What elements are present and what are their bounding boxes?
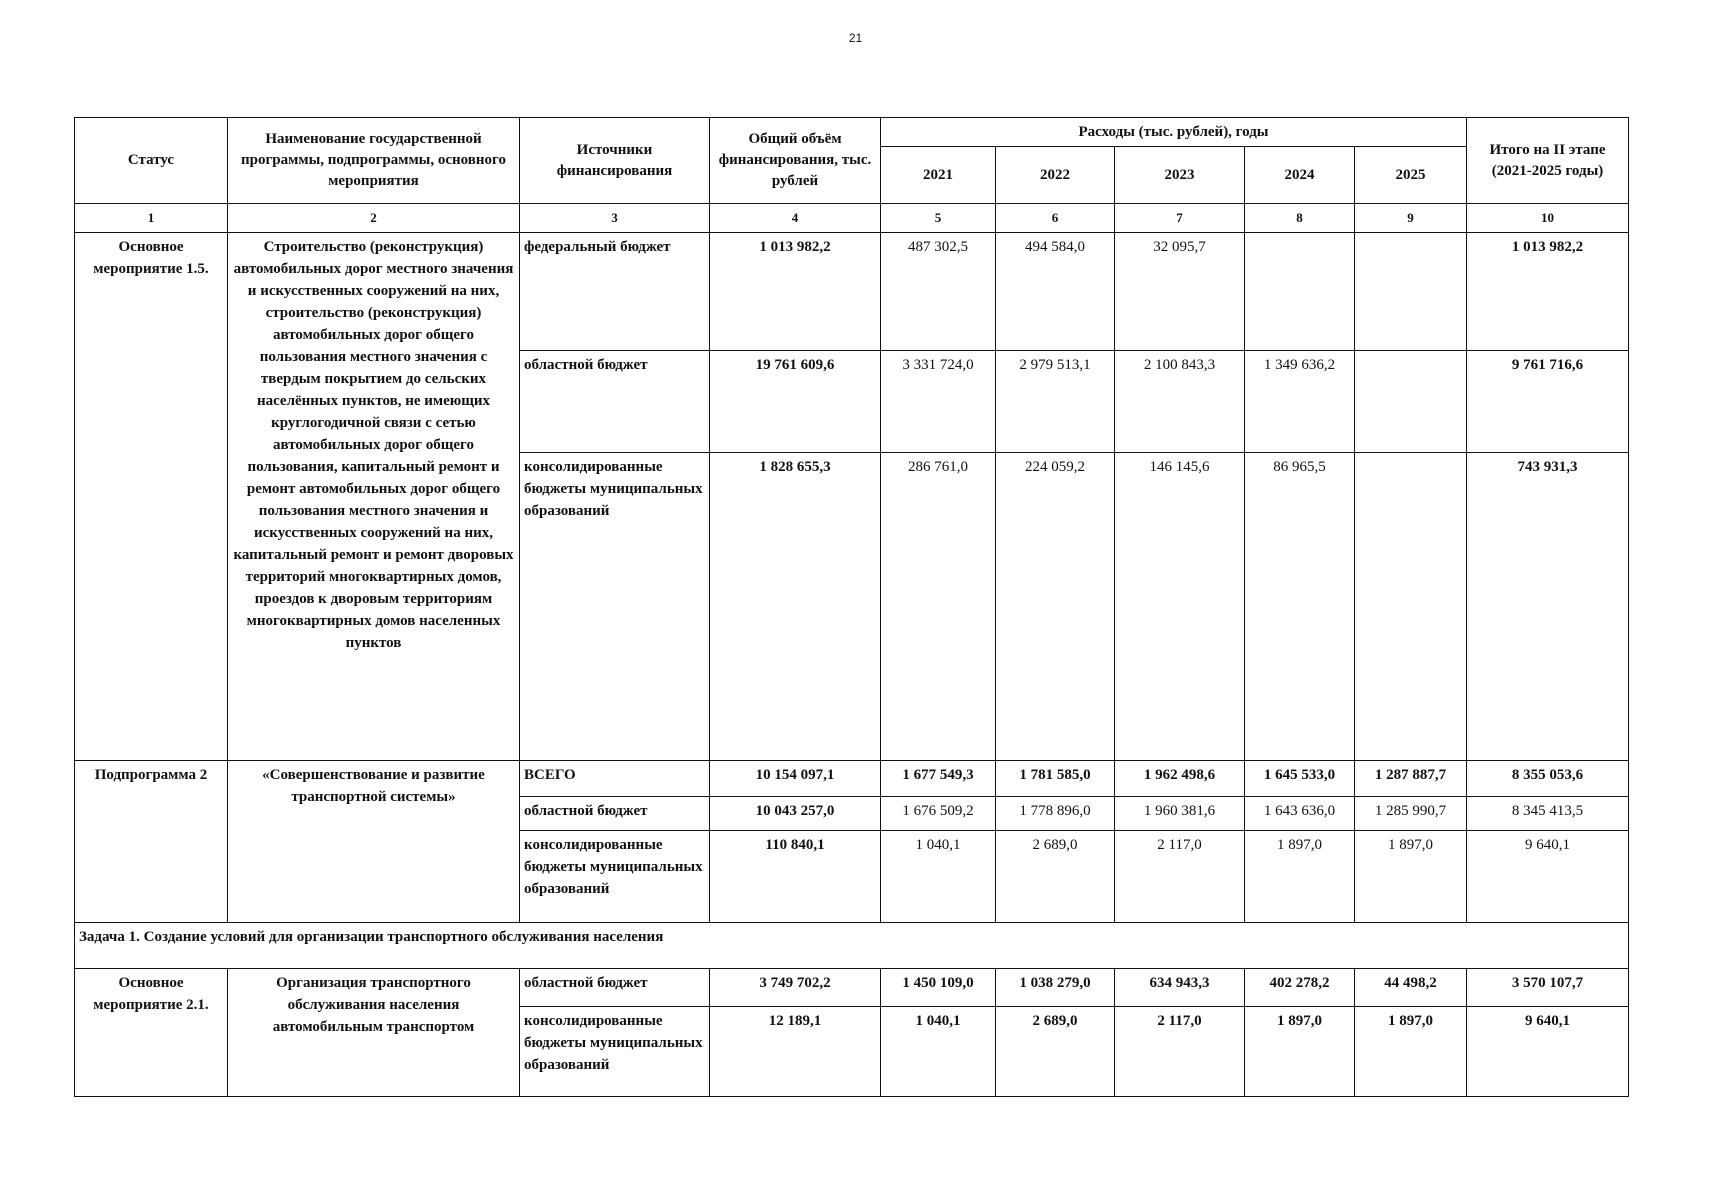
row-value-2024: 86 965,5 <box>1245 453 1355 761</box>
row-value-2025: 44 498,2 <box>1355 969 1467 1007</box>
row-source: областной бюджет <box>520 797 710 831</box>
row-value-2021: 487 302,5 <box>881 233 996 351</box>
row-value-2021: 1 676 509,2 <box>881 797 996 831</box>
header-total: Общий объём финансирования, тыс. рублей <box>710 118 881 204</box>
row-value-2022: 494 584,0 <box>996 233 1115 351</box>
row-stage-total: 8 355 053,6 <box>1467 761 1629 797</box>
row-value-2023: 1 960 381,6 <box>1115 797 1245 831</box>
row-status: Основное мероприятие 2.1. <box>75 969 228 1097</box>
table-row <box>75 233 1629 351</box>
row-name: «Совершенствование и развитие транспортной системы» <box>228 761 520 923</box>
table-row <box>75 923 1629 969</box>
row-value-2021: 1 040,1 <box>881 1007 996 1097</box>
column-number-row <box>75 204 1629 233</box>
row-value-2023: 634 943,3 <box>1115 969 1245 1007</box>
row-source: ВСЕГО <box>520 761 710 797</box>
row-total: 19 761 609,6 <box>710 351 881 453</box>
header-year-2021: 2021 <box>881 147 996 204</box>
row-value-2024: 1 643 636,0 <box>1245 797 1355 831</box>
column-number: 8 <box>1245 204 1355 233</box>
page-number: 21 <box>848 31 863 45</box>
column-number: 6 <box>996 204 1115 233</box>
row-total: 12 189,1 <box>710 1007 881 1097</box>
row-source: консолидированные бюджеты муниципальных образований <box>520 453 710 761</box>
row-value-2022: 2 689,0 <box>996 831 1115 923</box>
row-stage-total: 9 640,1 <box>1467 1007 1629 1097</box>
task-heading: Задача 1. Создание условий для организации транспортного обслуживания населения <box>75 923 1629 969</box>
row-source: областной бюджет <box>520 969 710 1007</box>
row-total: 3 749 702,2 <box>710 969 881 1007</box>
row-value-2025: 1 287 887,7 <box>1355 761 1467 797</box>
row-status: Основное мероприятие 1.5. <box>75 233 228 761</box>
row-source: областной бюджет <box>520 351 710 453</box>
header-stage-total: Итого на II этапе (2021-2025 годы) <box>1467 118 1629 204</box>
header-name: Наименование государственной программы, подпрограммы, основного мероприятия <box>228 118 520 204</box>
row-total: 10 043 257,0 <box>710 797 881 831</box>
row-source: федеральный бюджет <box>520 233 710 351</box>
financing-table <box>74 117 1629 1097</box>
row-value-2024: 1 897,0 <box>1245 1007 1355 1097</box>
row-value-2025 <box>1355 351 1467 453</box>
row-value-2025: 1 897,0 <box>1355 831 1467 923</box>
row-value-2021: 3 331 724,0 <box>881 351 996 453</box>
row-value-2023: 2 100 843,3 <box>1115 351 1245 453</box>
row-value-2023: 2 117,0 <box>1115 1007 1245 1097</box>
row-value-2022: 2 979 513,1 <box>996 351 1115 453</box>
row-value-2023: 2 117,0 <box>1115 831 1245 923</box>
column-number: 1 <box>75 204 228 233</box>
row-stage-total: 1 013 982,2 <box>1467 233 1629 351</box>
column-number: 2 <box>228 204 520 233</box>
row-value-2022: 1 781 585,0 <box>996 761 1115 797</box>
column-number: 4 <box>710 204 881 233</box>
row-stage-total: 743 931,3 <box>1467 453 1629 761</box>
row-value-2021: 1 040,1 <box>881 831 996 923</box>
row-value-2025 <box>1355 453 1467 761</box>
header-year-2025: 2025 <box>1355 147 1467 204</box>
row-value-2023: 146 145,6 <box>1115 453 1245 761</box>
row-value-2025 <box>1355 233 1467 351</box>
row-status: Подпрограмма 2 <box>75 761 228 923</box>
row-total: 1 013 982,2 <box>710 233 881 351</box>
row-value-2024 <box>1245 233 1355 351</box>
row-value-2025: 1 285 990,7 <box>1355 797 1467 831</box>
row-value-2025: 1 897,0 <box>1355 1007 1467 1097</box>
header-sources: Источники финансирования <box>520 118 710 204</box>
row-stage-total: 9 761 716,6 <box>1467 351 1629 453</box>
row-value-2024: 402 278,2 <box>1245 969 1355 1007</box>
table-row <box>75 761 1629 797</box>
row-value-2024: 1 645 533,0 <box>1245 761 1355 797</box>
header-status: Статус <box>75 118 228 204</box>
row-source: консолидированные бюджеты муниципальных образований <box>520 1007 710 1097</box>
row-value-2023: 1 962 498,6 <box>1115 761 1245 797</box>
row-name: Организация транспортного обслуживания населения автомобильным транспортом <box>228 969 520 1097</box>
column-number: 3 <box>520 204 710 233</box>
row-value-2024: 1 897,0 <box>1245 831 1355 923</box>
column-number: 9 <box>1355 204 1467 233</box>
row-value-2022: 224 059,2 <box>996 453 1115 761</box>
row-value-2021: 1 450 109,0 <box>881 969 996 1007</box>
row-value-2022: 1 778 896,0 <box>996 797 1115 831</box>
row-name: Строительство (реконструкция) автомобильных дорог местного значения и искусственных сооружений на них, строительство (реконструкция) автомобильных дорог общего пользования местного значения с твердым покрытием до сельских населённых пунктов, не имеющих круглогодичной связи с сетью автомобильных дорог общего пользования, капитальный ремонт и ремонт автомобильных дорог общего пользования местного значения и искусственных сооружений на них, капитальный ремонт и ремонт дворовых территорий многоквартирных домов, проездов к дворовым территориям многоквартирных домов населенных пунктов <box>228 233 520 761</box>
row-stage-total: 8 345 413,5 <box>1467 797 1629 831</box>
column-number: 5 <box>881 204 996 233</box>
row-value-2023: 32 095,7 <box>1115 233 1245 351</box>
header-year-2023: 2023 <box>1115 147 1245 204</box>
column-number: 7 <box>1115 204 1245 233</box>
row-value-2022: 1 038 279,0 <box>996 969 1115 1007</box>
column-number: 10 <box>1467 204 1629 233</box>
row-stage-total: 3 570 107,7 <box>1467 969 1629 1007</box>
table-row <box>75 969 1629 1007</box>
header-year-2022: 2022 <box>996 147 1115 204</box>
row-value-2021: 1 677 549,3 <box>881 761 996 797</box>
row-value-2024: 1 349 636,2 <box>1245 351 1355 453</box>
row-total: 1 828 655,3 <box>710 453 881 761</box>
header-row <box>75 118 1629 147</box>
row-source: консолидированные бюджеты муниципальных образований <box>520 831 710 923</box>
row-stage-total: 9 640,1 <box>1467 831 1629 923</box>
row-value-2021: 286 761,0 <box>881 453 996 761</box>
header-expenses: Расходы (тыс. рублей), годы <box>881 118 1467 147</box>
row-total: 10 154 097,1 <box>710 761 881 797</box>
header-year-2024: 2024 <box>1245 147 1355 204</box>
row-value-2022: 2 689,0 <box>996 1007 1115 1097</box>
row-total: 110 840,1 <box>710 831 881 923</box>
